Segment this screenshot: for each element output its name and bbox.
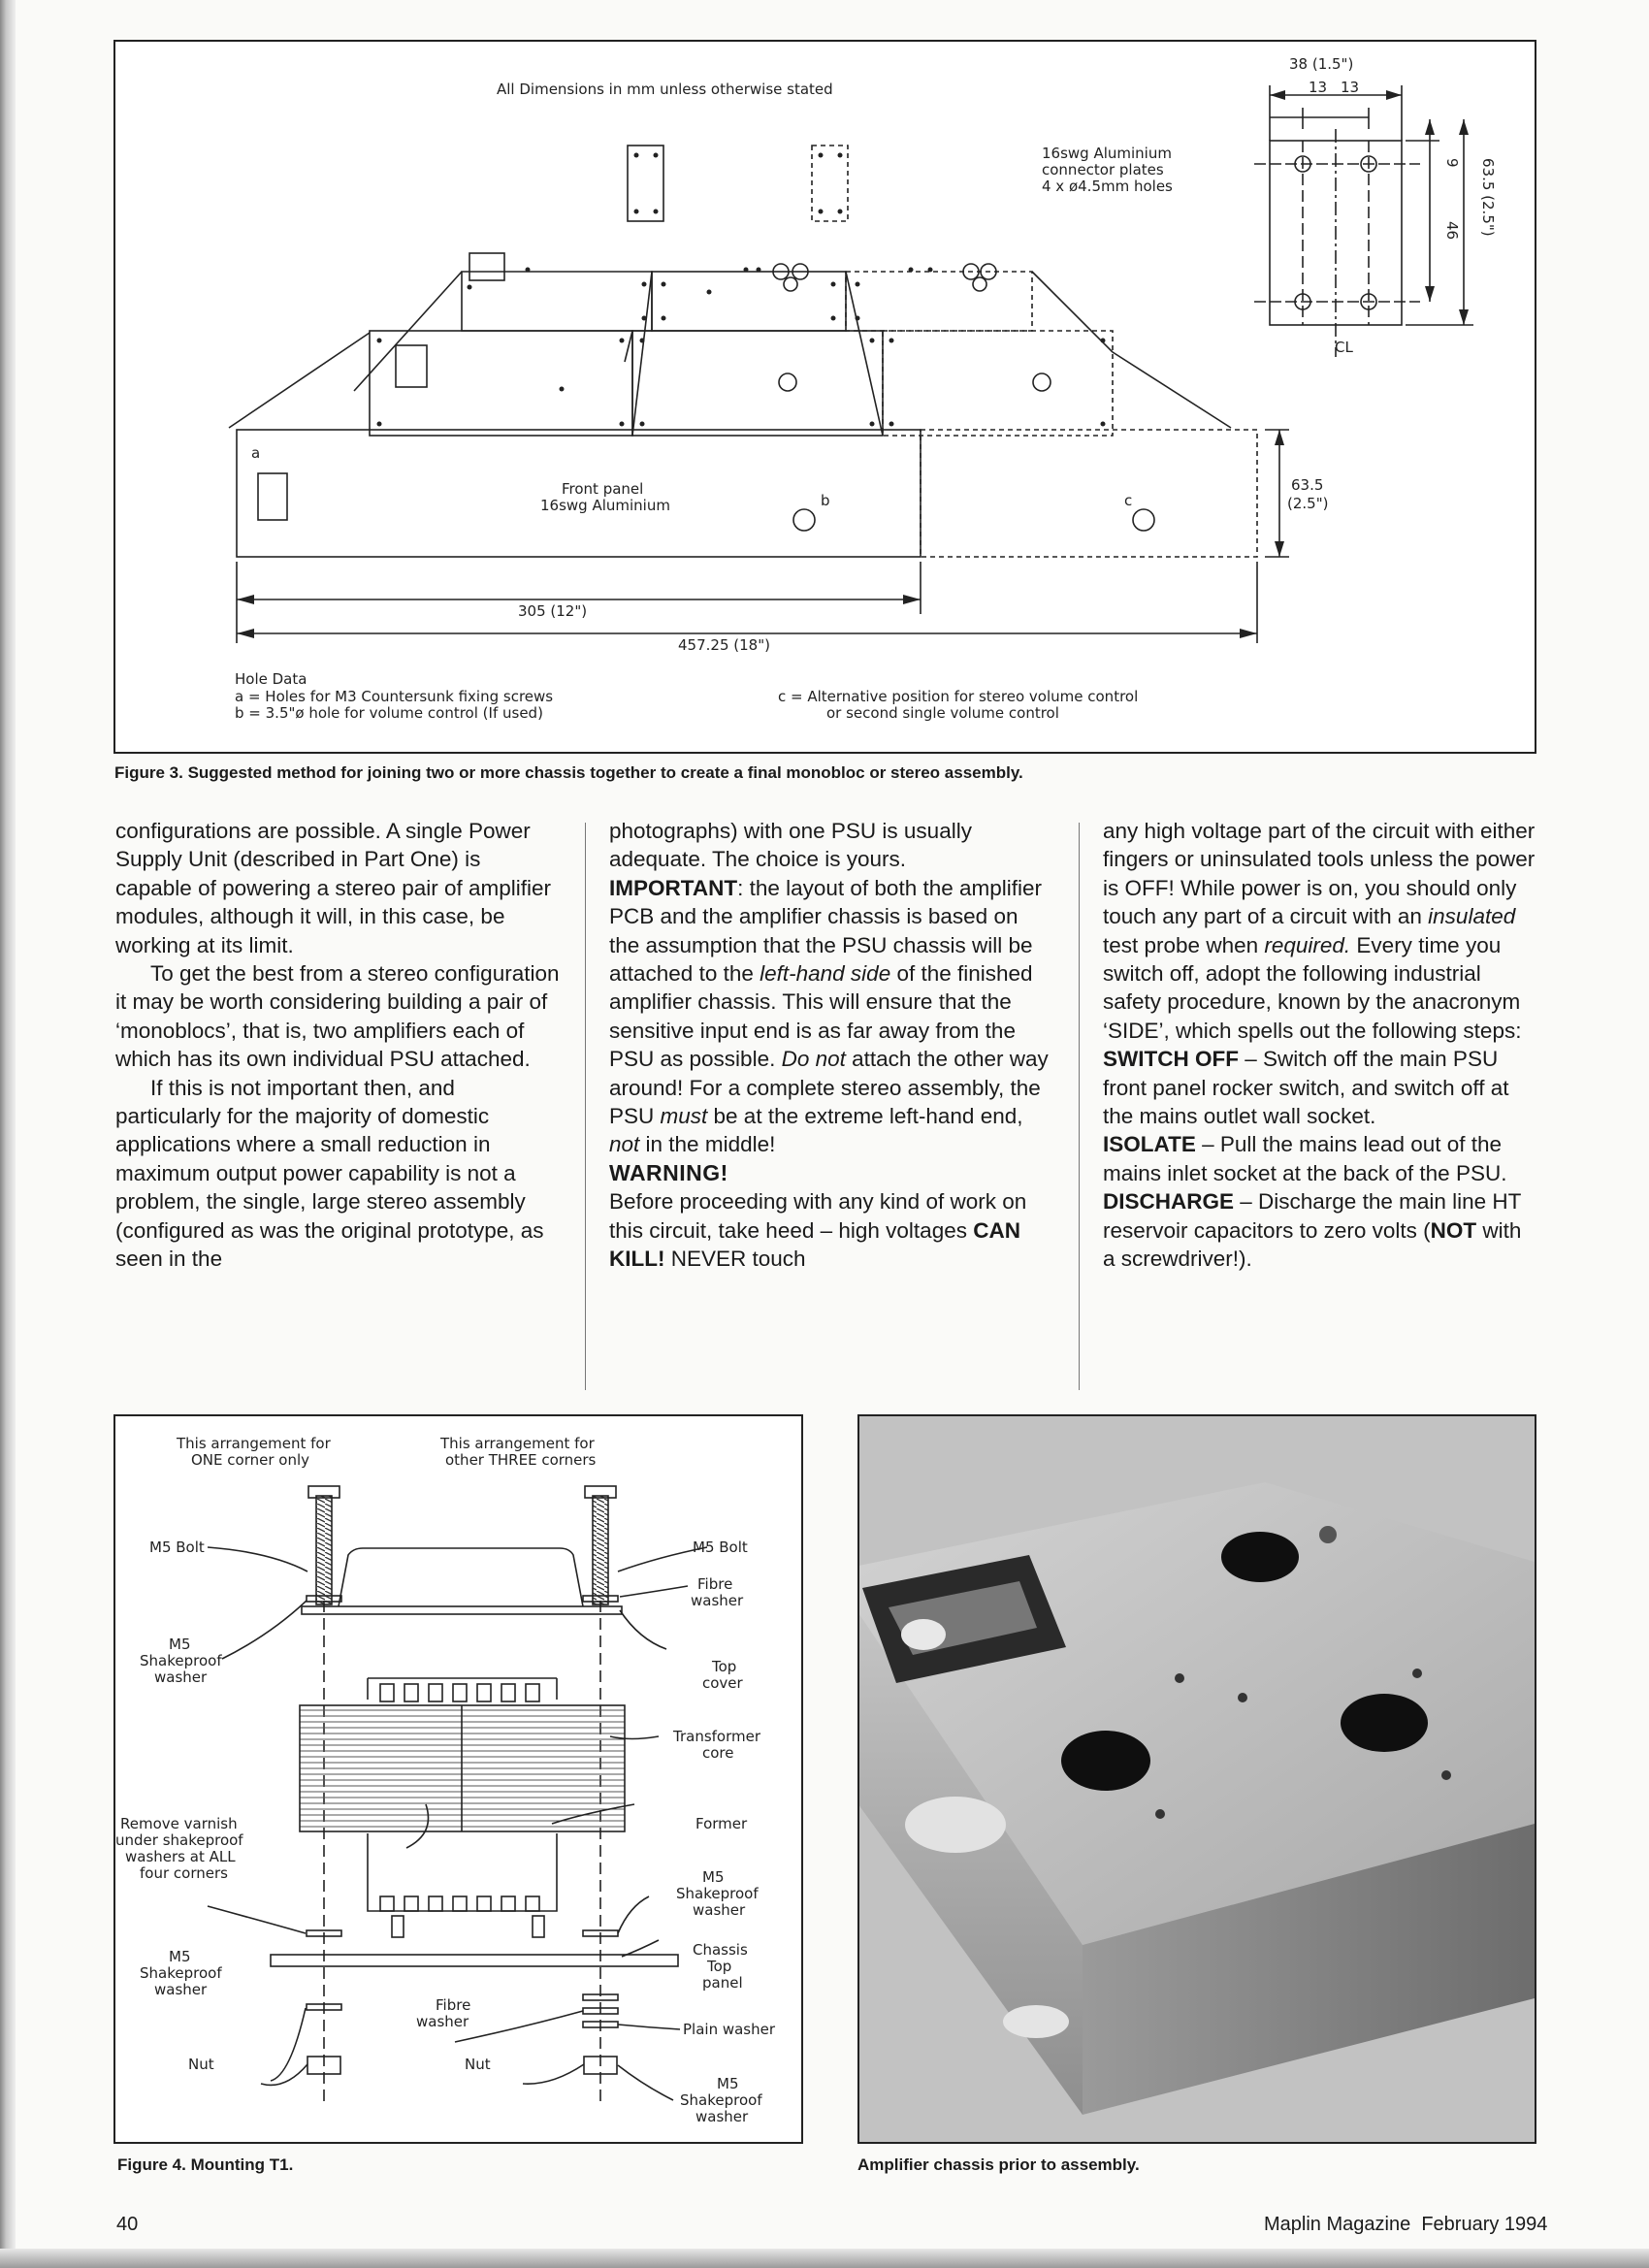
fig4-shakeproof-top-1: M5 bbox=[169, 1636, 191, 1653]
fig4-shakeproof-top-2: Shakeproof bbox=[140, 1652, 222, 1669]
fig3-dim-13a: 13 bbox=[1309, 79, 1328, 96]
step-isolate bbox=[1103, 1130, 1537, 1187]
col3-italic-1: insulated bbox=[1428, 904, 1516, 929]
fig3-dim-305: 305 (12") bbox=[518, 602, 588, 620]
fig4-shakeproof-bottom-3: washer bbox=[695, 2108, 749, 2125]
fig4-m5-bolt-right: M5 Bolt bbox=[693, 1539, 748, 1556]
fig4-fibre-washer-top-2: washer bbox=[691, 1592, 744, 1609]
fig4-chassis-top-1: Chassis bbox=[693, 1941, 748, 1959]
fig4-top-cover-1: Top bbox=[712, 1658, 737, 1675]
fig3-dim-46: 46 bbox=[1443, 221, 1461, 241]
can-kill-text: CAN KILL! bbox=[609, 1217, 1020, 1272]
fig4-top-left-2: ONE corner only bbox=[191, 1451, 309, 1469]
important-label: IMPORTANT bbox=[609, 875, 738, 900]
col2-paragraph-1: photographs) with one PSU is usually adequate. The choice is yours. bbox=[609, 819, 972, 872]
col2-p3-text-2: NEVER touch bbox=[664, 1247, 806, 1272]
photo-caption: Amplifier chassis prior to assembly. bbox=[857, 2155, 1140, 2174]
fig4-fibre-washer-top-1: Fibre bbox=[697, 1575, 733, 1593]
fig3-plate-label-1: 16swg Aluminium bbox=[1042, 145, 1172, 162]
fig4-shakeproof-right-1: M5 bbox=[702, 1868, 725, 1886]
col2-paragraph-3 bbox=[609, 1187, 1053, 1273]
amplifier-chassis-photo bbox=[857, 1414, 1536, 2144]
fig4-remove-varnish-2: under shakeproof bbox=[115, 1831, 243, 1849]
figure-4-caption: Figure 4. Mounting T1. bbox=[117, 2155, 294, 2174]
figure-4-drawing bbox=[115, 1416, 801, 2142]
fig3-dim-635: 63.5 bbox=[1291, 476, 1324, 494]
fig3-dim-plate-width: 38 (1.5") bbox=[1289, 55, 1354, 73]
figure-3-caption: Figure 3. Suggested method for joining two or more chassis together to create a final monobloc or stereo assembly. bbox=[114, 763, 1023, 782]
fig3-label-b: b bbox=[821, 492, 830, 509]
fig3-plate-label-2: connector plates bbox=[1042, 161, 1164, 178]
fig4-transformer-core-2: core bbox=[702, 1744, 734, 1762]
fig4-chassis-top-2: Top bbox=[707, 1958, 732, 1975]
col3-text-1: any high voltage part of the circuit with either fingers or uninsulated tools unless the power is OFF! While power is on, you should only touch any part of a circuit with an bbox=[1103, 819, 1536, 929]
fig4-top-right-1: This arrangement for bbox=[440, 1435, 595, 1452]
fig3-dim-9: 9 bbox=[1443, 158, 1461, 168]
figure-3 bbox=[113, 40, 1536, 754]
warning-heading: WARNING! bbox=[609, 1159, 728, 1185]
fig4-shakeproof-left-3: washer bbox=[154, 1981, 208, 1998]
col3-text-3: Every time you switch off, adopt the following industrial safety procedure, known by the anacronym ‘SIDE’, which spells out the following steps: bbox=[1103, 932, 1522, 1043]
col2-paragraph-2 bbox=[609, 874, 1053, 1159]
article-column-2 bbox=[609, 817, 1053, 1274]
step-discharge-end: with a screwdriver!). bbox=[1103, 1217, 1522, 1272]
footer-magazine-name: Maplin Magazine bbox=[1264, 2214, 1411, 2235]
fig3-dimension-note: All Dimensions in mm unless otherwise stated bbox=[497, 81, 833, 98]
footer-magazine bbox=[1264, 2214, 1547, 2236]
column-divider-2 bbox=[1079, 823, 1080, 1390]
fig3-label-c: c bbox=[1124, 492, 1133, 509]
article-column-3 bbox=[1103, 817, 1537, 1274]
fig4-shakeproof-bottom-1: M5 bbox=[717, 2075, 739, 2092]
col2-p2-italic-1: left-hand side bbox=[760, 961, 891, 987]
column-divider-1 bbox=[585, 823, 586, 1390]
fig4-shakeproof-bottom-2: Shakeproof bbox=[680, 2091, 762, 2109]
fig4-m5-bolt-left: M5 Bolt bbox=[149, 1539, 205, 1556]
col2-p2-text-2: of the finished amplifier chassis. This will ensure that the sensitive input end is as far away from the PSU as possible. bbox=[609, 961, 1033, 1072]
fig4-top-right-2: other THREE corners bbox=[445, 1451, 597, 1469]
step-switch-off-head: SWITCH OFF bbox=[1103, 1047, 1239, 1072]
fig3-dim-635-vertical: 63.5 (2.5") bbox=[1479, 158, 1497, 237]
col2-p2-text-3: attach the other way around! For a complete stereo assembly, the PSU bbox=[609, 1047, 1049, 1129]
fig4-shakeproof-top-3: washer bbox=[154, 1669, 208, 1686]
fig4-top-cover-2: cover bbox=[702, 1674, 743, 1692]
fig4-shakeproof-left-1: M5 bbox=[169, 1948, 191, 1965]
page-binding-edge bbox=[0, 0, 16, 2268]
fig4-remove-varnish-4: four corners bbox=[140, 1864, 228, 1882]
fig4-shakeproof-right-3: washer bbox=[693, 1901, 746, 1919]
figure-4 bbox=[113, 1414, 803, 2144]
col1-paragraph-2: To get the best from a stereo configuration it may be worth considering building a pair of ‘monoblocs’, that is, two amplifiers each of which has its own individual PSU attached. bbox=[115, 961, 560, 1072]
fig3-hole-c-line1: c = Alternative position for stereo volume control bbox=[778, 688, 1139, 705]
fig3-hole-b: b = 3.5"ø hole for volume control (If used) bbox=[235, 704, 543, 722]
step-discharge-not: NOT bbox=[1430, 1217, 1477, 1243]
fig4-nut-left: Nut bbox=[188, 2056, 214, 2073]
col3-italic-2: required. bbox=[1264, 932, 1351, 957]
fig3-dim-25: (2.5") bbox=[1287, 495, 1329, 512]
step-switch-off-body: – Switch off the main PSU front panel rocker switch, and switch off at the mains outlet wall socket. bbox=[1103, 1047, 1509, 1129]
step-isolate-body: – Pull the mains lead out of the mains inlet socket at the back of the PSU. bbox=[1103, 1132, 1507, 1185]
page-number: 40 bbox=[116, 2214, 139, 2235]
fig4-chassis-top-3: panel bbox=[702, 1974, 743, 1992]
figure-3-drawing bbox=[115, 42, 1535, 752]
col2-p3-text-1: Before proceeding with any kind of work on this circuit, take heed – high voltages bbox=[609, 1189, 1027, 1243]
step-discharge-head: DISCHARGE bbox=[1103, 1189, 1235, 1215]
col3-paragraph-1 bbox=[1103, 817, 1537, 1045]
fig4-shakeproof-left-2: Shakeproof bbox=[140, 1964, 222, 1982]
step-isolate-head: ISOLATE bbox=[1103, 1132, 1196, 1157]
footer-issue: February 1994 bbox=[1421, 2214, 1548, 2235]
fig3-front-label-2: 16swg Aluminium bbox=[540, 497, 670, 514]
fig3-hole-c-line2: or second single volume control bbox=[826, 704, 1059, 722]
fig4-fibre-washer-bottom-1: Fibre bbox=[436, 1996, 471, 2014]
fig4-transformer-core-1: Transformer bbox=[673, 1728, 761, 1745]
col2-p2-text-4: be at the extreme left-hand end, bbox=[707, 1104, 1023, 1129]
fig4-remove-varnish-3: washers at ALL bbox=[125, 1848, 236, 1865]
step-discharge-body: – Discharge the main line HT reservoir capacitors to zero volts ( bbox=[1103, 1189, 1521, 1243]
step-switch-off bbox=[1103, 1045, 1537, 1130]
page-bottom-edge bbox=[0, 2249, 1649, 2268]
fig4-nut-right: Nut bbox=[465, 2056, 491, 2073]
article-column-1 bbox=[115, 817, 560, 1274]
col1-paragraph-1: configurations are possible. A single Power Supply Unit (described in Part One) is capable of powering a stereo pair of amplifier modules, although it will, in this case, be working at its limit. bbox=[115, 819, 552, 957]
col2-p2-italic-3: must bbox=[660, 1104, 708, 1129]
fig3-label-a: a bbox=[251, 444, 261, 462]
col2-p2-text-1: : the layout of both the amplifier PCB and the amplifier chassis is based on the assumption that the PSU chassis will be attached to the bbox=[609, 875, 1043, 987]
fig4-plain-washer: Plain washer bbox=[683, 2021, 776, 2038]
chassis-photo-drawing bbox=[859, 1416, 1535, 2142]
fig4-top-left-1: This arrangement for bbox=[177, 1435, 331, 1452]
fig3-centre-line-mark: CL bbox=[1335, 339, 1353, 356]
col2-p2-italic-2: Do not bbox=[781, 1047, 846, 1072]
fig3-hole-data-title: Hole Data bbox=[235, 670, 307, 688]
col1-paragraph-3: If this is not important then, and particularly for the majority of domestic applications where a small reduction in maximum output power capability is not a problem, the single, large stereo assembly (configured as was the original prototype, as seen in the bbox=[115, 1075, 544, 1272]
col3-text-2: test probe when bbox=[1103, 932, 1265, 957]
fig3-hole-a: a = Holes for M3 Countersunk fixing screws bbox=[235, 688, 554, 705]
fig3-dim-13b: 13 bbox=[1341, 79, 1360, 96]
fig4-remove-varnish-1: Remove varnish bbox=[120, 1815, 238, 1832]
fig3-dim-45725: 457.25 (18") bbox=[678, 636, 770, 654]
col2-p2-italic-4: not bbox=[609, 1132, 640, 1157]
fig3-plate-label-3: 4 x ø4.5mm holes bbox=[1042, 178, 1173, 195]
fig4-shakeproof-right-2: Shakeproof bbox=[676, 1885, 759, 1902]
fig3-front-label-1: Front panel bbox=[562, 480, 644, 498]
step-discharge bbox=[1103, 1187, 1537, 1273]
col2-p2-text-5: in the middle! bbox=[639, 1132, 776, 1157]
fig4-fibre-washer-bottom-2: washer bbox=[416, 2013, 469, 2030]
fig4-former: Former bbox=[695, 1815, 748, 1832]
